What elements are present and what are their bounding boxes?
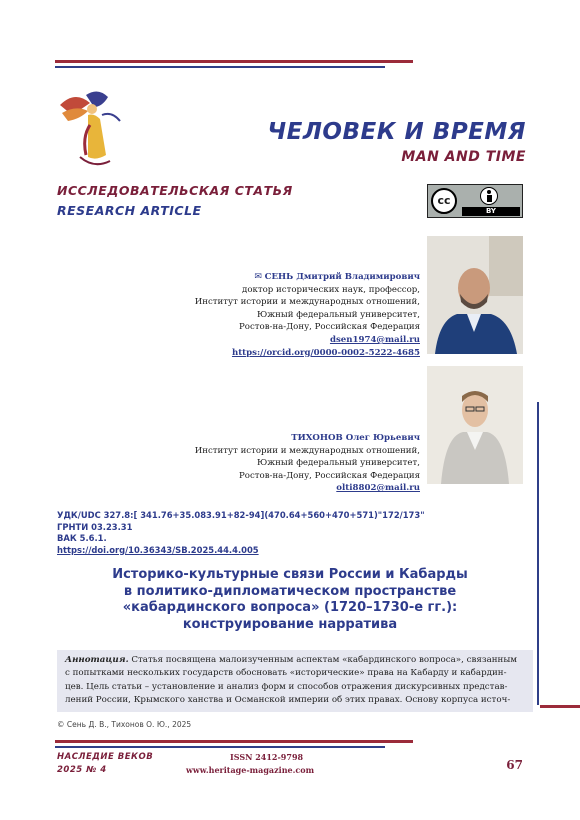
- section-label-ru: ИССЛЕДОВАТЕЛЬСКАЯ СТАТЬЯ: [57, 183, 293, 198]
- footer-issue: 2025 № 4: [57, 765, 107, 775]
- author1-name: СЕНЬ Дмитрий Владимирович: [264, 272, 420, 282]
- author1-affiliation2: Южный федеральный университет,: [257, 309, 420, 320]
- vak-code: ВАК 5.6.1.: [57, 533, 107, 543]
- section-label-en: RESEARCH ARTICLE: [57, 203, 202, 218]
- author1-name-line: [160, 271, 420, 284]
- footer-issn: ISSN 2412-9798: [230, 752, 304, 762]
- article-title: [57, 567, 523, 633]
- grnti-code: ГРНТИ 03.23.31: [57, 521, 133, 532]
- author2-photo: [427, 366, 523, 484]
- abstract-line3: цев. Цель статьи – установление и анализ форм и способов отражения дискурсивных представ-: [65, 681, 508, 692]
- abstract-label: Аннотация.: [65, 655, 129, 665]
- author1-city: Ростов-на-Дону, Российская Федерация: [239, 322, 420, 333]
- author1-degree: доктор исторических наук, профессор,: [242, 284, 420, 295]
- mail-envelope-icon: ✉: [254, 272, 262, 282]
- author2-affiliation2: Южный федеральный университет,: [257, 458, 420, 469]
- by-label: BY: [485, 207, 497, 215]
- author2-name: ТИХОНОВ Олег Юрьевич: [291, 433, 420, 443]
- author1-photo: [427, 236, 523, 354]
- author1-email-link[interactable]: dsen1974@mail.ru: [329, 334, 420, 345]
- author1-portrait: [427, 236, 523, 354]
- abstract-box: [57, 650, 533, 712]
- cc-icon: [431, 188, 457, 214]
- abstract-line1: Статья посвящена малоизученным аспектам «кабардинского вопроса», связанным: [128, 655, 517, 665]
- top-rule-red: [55, 60, 413, 63]
- article-title-line1: Историко-культурные связи России и Кабарды: [112, 567, 468, 582]
- author1-orcid-link[interactable]: https://orcid.org/0000-0002-5222-4685: [231, 347, 420, 358]
- journal-title-en: MAN AND TIME: [401, 149, 526, 165]
- cc-by-license-badge[interactable]: [427, 184, 523, 218]
- footer-journal-name: НАСЛЕДИЕ ВЕКОВ: [57, 752, 154, 762]
- bottom-rule-blue: [55, 746, 385, 748]
- author2-affiliation1: Институт истории и международных отношений,: [194, 445, 420, 456]
- article-title-line2: в политико-дипломатическом пространстве: [123, 583, 457, 599]
- cc-icon-text: cc: [437, 194, 451, 207]
- author1-affiliation1: Институт истории и международных отношений,: [194, 297, 420, 308]
- journal-title-ru: ЧЕЛОВЕК И ВРЕМЯ: [267, 119, 526, 145]
- article-title-line4: конструирование нарратива: [182, 616, 398, 632]
- author1-block: [160, 271, 420, 359]
- abstract-side-rule: [540, 705, 580, 708]
- abstract-line4: лений России, Крымского ханства и Османской империи об этих правах. Основу корпуса источ-: [65, 694, 511, 705]
- right-vertical-rule: [537, 402, 539, 705]
- attribution-person-icon: [480, 187, 498, 205]
- abstract-line2: с попытками нескольких государств обосновать «исторические» права на Кабарду и кабардин-: [65, 668, 507, 679]
- author2-city: Ростов-на-Дону, Российская Федерация: [239, 470, 420, 481]
- author2-block: [160, 432, 420, 495]
- page-number: 67: [506, 758, 523, 772]
- author2-email-link[interactable]: olti8802@mail.ru: [336, 483, 420, 494]
- doi-link[interactable]: https://doi.org/10.36343/SB.2025.44.4.005: [57, 544, 259, 555]
- article-meta: [57, 510, 477, 556]
- angel-logo: [50, 85, 130, 175]
- article-title-line3: «кабардинского вопроса» (1720–1730-е гг.):: [122, 600, 458, 615]
- top-rule-blue: [55, 66, 385, 68]
- copyright: © Сень Д. В., Тихонов О. Ю., 2025: [57, 720, 192, 729]
- footer-site: www.heritage-magazine.com: [186, 765, 315, 775]
- udk-code: УДК/UDC 327.8:[ 341.76+35.083.91+82-94](470.64+560+470+571)"172/173": [57, 510, 425, 520]
- author2-portrait: [427, 366, 523, 484]
- by-strip: [462, 207, 520, 216]
- bottom-rule-red: [55, 740, 413, 743]
